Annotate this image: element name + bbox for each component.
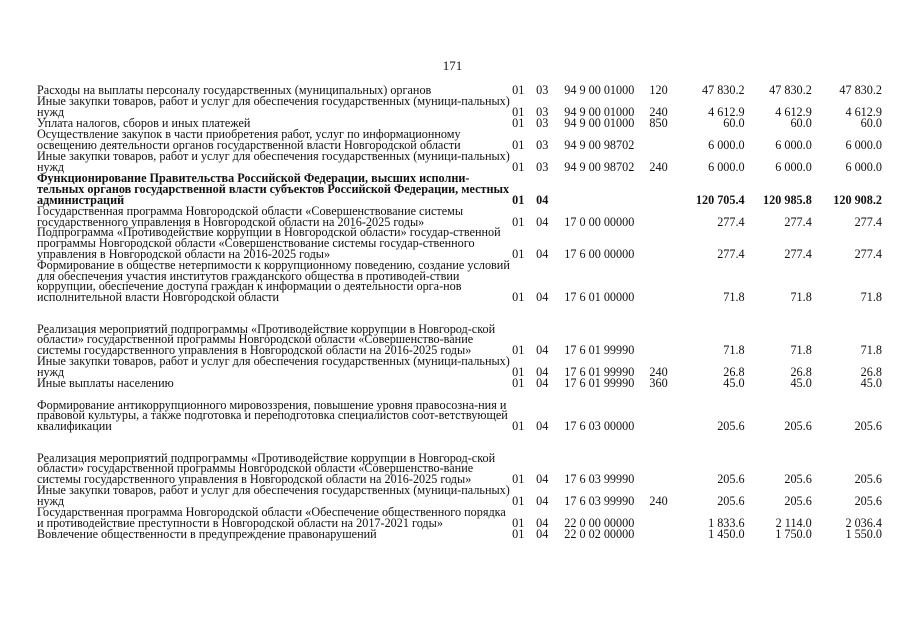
amount-year-1: 26.8 xyxy=(723,365,745,380)
target-article-code: 17 6 03 00000 xyxy=(564,419,635,434)
row-name: Иные закупки товаров, работ и услуг для обеспечения государственных (муници-пальных) нужд xyxy=(37,483,510,509)
amount-year-3: 71.8 xyxy=(860,343,882,358)
amount-year-1: 205.6 xyxy=(717,472,745,487)
expense-type-code: 240 xyxy=(649,494,668,509)
amount-year-2: 71.8 xyxy=(790,290,812,305)
amount-year-2: 26.8 xyxy=(790,365,812,380)
section-code: 01 xyxy=(512,138,525,153)
expense-type-code xyxy=(649,507,677,529)
target-article-code xyxy=(564,173,649,205)
table-row xyxy=(37,389,882,432)
amount-year-2: 71.8 xyxy=(790,343,812,358)
expense-type-code: 240 xyxy=(649,365,668,380)
target-article-code: 94 9 00 98702 xyxy=(564,138,635,153)
row-name: Государственная программа Новгородской области «Совершенствование системы государственного управления в Новгородской области на 2016-2025 годы» xyxy=(37,203,464,229)
target-article-code: 17 6 01 00000 xyxy=(564,290,635,305)
amount-year-1: 71.8 xyxy=(723,290,745,305)
target-article-code: 22 0 00 00000 xyxy=(564,516,635,531)
amount-year-2: 60.0 xyxy=(790,116,812,131)
amount-year-1: 205.6 xyxy=(717,419,745,434)
table-row xyxy=(37,378,882,389)
table-row xyxy=(37,173,882,205)
amount-year-1: 277.4 xyxy=(717,246,745,261)
target-article-code: 17 6 00 00000 xyxy=(564,246,635,261)
amount-year-2: 205.6 xyxy=(784,472,812,487)
amount-year-1: 4 612.9 xyxy=(708,105,745,120)
amount-year-2: 277.4 xyxy=(784,246,812,261)
target-article-code: 94 9 00 01000 xyxy=(564,105,635,120)
subsection-code: 04 xyxy=(536,365,549,380)
row-name: Формирование антикоррупционного мировоззрения, повышение уровня правосозна-ния и правовой культуры, а также подготовка и переподготовка специалистов соот-ветствующей квалификации xyxy=(37,397,508,434)
amount-year-1: 6 000.0 xyxy=(708,160,745,175)
amount-year-2: 1 750.0 xyxy=(775,527,812,542)
subsection-code: 03 xyxy=(536,105,549,120)
amount-year-1: 1 450.0 xyxy=(708,527,745,542)
target-article-code: 22 0 02 00000 xyxy=(564,527,635,542)
amount-year-3: 205.6 xyxy=(854,419,882,434)
expense-type-code xyxy=(649,389,677,432)
table-row xyxy=(37,507,882,529)
table-row xyxy=(37,260,882,303)
expense-type-code xyxy=(649,227,677,259)
amount-year-2: 120 985.8 xyxy=(763,192,812,207)
subsection-code: 04 xyxy=(536,376,549,391)
budget-table xyxy=(37,85,882,540)
amount-year-3: 26.8 xyxy=(860,365,882,380)
expense-type-code: 360 xyxy=(649,376,668,391)
row-name: Формирование в обществе нетерпимости к коррупционному поведению, создание условий для обеспечения участия институтов гражданского общества в противодей-ствии коррупции, обеспечение доступа граждан к информации о деятельности орга-нов исполнительной власти Новгородской области xyxy=(37,257,510,305)
expense-type-code xyxy=(649,303,677,356)
row-name: Функционирование Правительства Российской Федерации, высших исполни-тельных органов государственной власти субъектов Российской Федерации, местных администраций xyxy=(37,171,510,207)
amount-year-3: 4 612.9 xyxy=(845,105,882,120)
row-name: Иные закупки товаров, работ и услуг для обеспечения государственных (муници-пальных) нужд xyxy=(37,94,510,120)
target-article-code: 94 9 00 98702 xyxy=(564,160,635,175)
target-article-code: 17 0 00 00000 xyxy=(564,214,635,229)
subsection-code: 03 xyxy=(536,138,549,153)
amount-year-3: 71.8 xyxy=(860,290,882,305)
expense-type-code xyxy=(649,432,677,485)
amount-year-3: 6 000.0 xyxy=(845,138,882,153)
target-article-code: 17 6 03 99990 xyxy=(564,472,635,487)
row-name: Осуществление закупок в части приобретения работ, услуг по информационному освещению деятельности органов государственной власти Новгородской области xyxy=(37,127,461,153)
amount-year-3: 277.4 xyxy=(854,246,882,261)
section-code: 01 xyxy=(512,376,525,391)
target-article-code: 17 6 01 99990 xyxy=(564,376,635,391)
amount-year-1: 60.0 xyxy=(723,116,745,131)
amount-year-3: 120 908.2 xyxy=(833,192,882,207)
amount-year-2: 277.4 xyxy=(784,214,812,229)
amount-year-2: 205.6 xyxy=(784,494,812,509)
amount-year-2: 45.0 xyxy=(790,376,812,391)
row-name: Иные выплаты населению xyxy=(37,376,174,391)
amount-year-1: 47 830.2 xyxy=(701,83,745,98)
amount-year-3: 205.6 xyxy=(854,472,882,487)
section-code: 01 xyxy=(512,516,525,531)
section-code: 01 xyxy=(512,116,525,131)
row-name: Вовлечение общественности в предупреждение правонарушений xyxy=(37,527,377,542)
amount-year-1: 1 833.6 xyxy=(708,516,745,531)
section-code: 01 xyxy=(512,472,525,487)
target-article-code: 17 6 01 99990 xyxy=(564,343,635,358)
expense-type-code: 850 xyxy=(649,116,668,131)
amount-year-1: 71.8 xyxy=(723,343,745,358)
section-code: 01 xyxy=(512,290,525,305)
target-article-code: 17 6 03 99990 xyxy=(564,494,635,509)
target-article-code: 94 9 00 01000 xyxy=(564,116,635,131)
row-name: Расходы на выплаты персоналу государственных (муниципальных) органов xyxy=(37,83,432,98)
amount-year-3: 2 036.4 xyxy=(845,516,882,531)
subsection-code: 04 xyxy=(536,343,549,358)
expense-type-code xyxy=(649,205,677,227)
section-code: 01 xyxy=(512,246,525,261)
section-code: 01 xyxy=(512,343,525,358)
table-row xyxy=(37,529,882,540)
section-code: 01 xyxy=(512,83,525,98)
target-article-code: 17 6 01 99990 xyxy=(564,365,635,380)
row-name: Иные закупки товаров, работ и услуг для обеспечения государственных (муници-пальных) нужд xyxy=(37,354,510,380)
amount-year-1: 120 705.4 xyxy=(695,192,745,207)
table-row xyxy=(37,151,882,173)
amount-year-3: 45.0 xyxy=(860,376,882,391)
section-code: 01 xyxy=(512,365,525,380)
subsection-code: 04 xyxy=(536,290,549,305)
section-code: 01 xyxy=(512,527,525,542)
table-row xyxy=(37,356,882,378)
row-name: Реализация мероприятий подпрограммы «Противодействие коррупции в Новгород-ской области» государственной программы Новгородской области «Совершенство-вание системы государственного управления в Новгородской области на 2016-2025 годы» xyxy=(37,450,496,487)
subsection-code: 04 xyxy=(536,214,549,229)
row-name: Иные закупки товаров, работ и услуг для обеспечения государственных (муници-пальных) нужд xyxy=(37,149,510,175)
amount-year-2: 4 612.9 xyxy=(775,105,812,120)
expense-type-code xyxy=(649,173,677,205)
amount-year-3: 277.4 xyxy=(854,214,882,229)
row-name: Реализация мероприятий подпрограммы «Противодействие коррупции в Новгород-ской области» государственной программы Новгородской области «Совершенство-вание системы государственного управления в Новгородской области на 2016-2025 годы» xyxy=(37,321,496,358)
amount-year-2: 205.6 xyxy=(784,419,812,434)
expense-type-code: 240 xyxy=(649,160,668,175)
table-row xyxy=(37,303,882,356)
subsection-code: 04 xyxy=(536,527,549,542)
subsection-code: 04 xyxy=(536,516,549,531)
section-code: 01 xyxy=(512,160,525,175)
expense-type-code xyxy=(649,529,677,540)
amount-year-1: 45.0 xyxy=(723,376,745,391)
amount-year-1: 6 000.0 xyxy=(708,138,745,153)
row-name: Подпрограмма «Противодействие коррупции в Новгородской области» государ-ственной программы Новгородской области «Совершенствование системы государ-ственного управления в Новгородской области на 2016-2025 годы» xyxy=(37,225,501,261)
amount-year-3: 6 000.0 xyxy=(845,160,882,175)
amount-year-1: 277.4 xyxy=(717,214,745,229)
expense-type-code: 120 xyxy=(649,83,668,98)
subsection-code: 04 xyxy=(536,472,549,487)
table-row xyxy=(37,129,882,151)
row-name: Уплата налогов, сборов и иных платежей xyxy=(37,116,251,131)
amount-year-2: 6 000.0 xyxy=(775,138,812,153)
subsection-code: 03 xyxy=(536,83,549,98)
subsection-code: 04 xyxy=(536,246,549,261)
page-number: 171 xyxy=(442,58,463,73)
amount-year-2: 6 000.0 xyxy=(775,160,812,175)
table-row xyxy=(37,227,882,259)
subsection-code: 03 xyxy=(536,160,549,175)
section-code: 01 xyxy=(512,192,525,207)
section-code: 01 xyxy=(512,419,525,434)
amount-year-3: 60.0 xyxy=(860,116,882,131)
expense-type-code xyxy=(649,129,677,151)
subsection-code: 04 xyxy=(536,494,549,509)
amount-year-3: 47 830.2 xyxy=(839,83,882,98)
table-row xyxy=(37,432,882,485)
amount-year-3: 205.6 xyxy=(854,494,882,509)
subsection-code: 04 xyxy=(536,419,549,434)
amount-year-1: 205.6 xyxy=(717,494,745,509)
table-row xyxy=(37,485,882,507)
amount-year-2: 2 114.0 xyxy=(775,516,812,531)
subsection-code: 03 xyxy=(536,116,549,131)
table-row xyxy=(37,205,882,227)
amount-year-2: 47 830.2 xyxy=(769,83,812,98)
expense-type-code: 240 xyxy=(649,105,668,120)
section-code: 01 xyxy=(512,494,525,509)
amount-year-3: 1 550.0 xyxy=(845,527,882,542)
subsection-code: 04 xyxy=(536,192,549,207)
expense-type-code xyxy=(649,260,677,303)
section-code: 01 xyxy=(512,214,525,229)
budget-table-body xyxy=(37,85,882,540)
section-code: 01 xyxy=(512,105,525,120)
table-row xyxy=(37,96,882,118)
row-name: Государственная программа Новгородской области «Обеспечение общественного порядка и противодействие преступности в Новгородской области на 2017-2021 годы» xyxy=(37,505,506,531)
target-article-code: 94 9 00 01000 xyxy=(564,83,635,98)
